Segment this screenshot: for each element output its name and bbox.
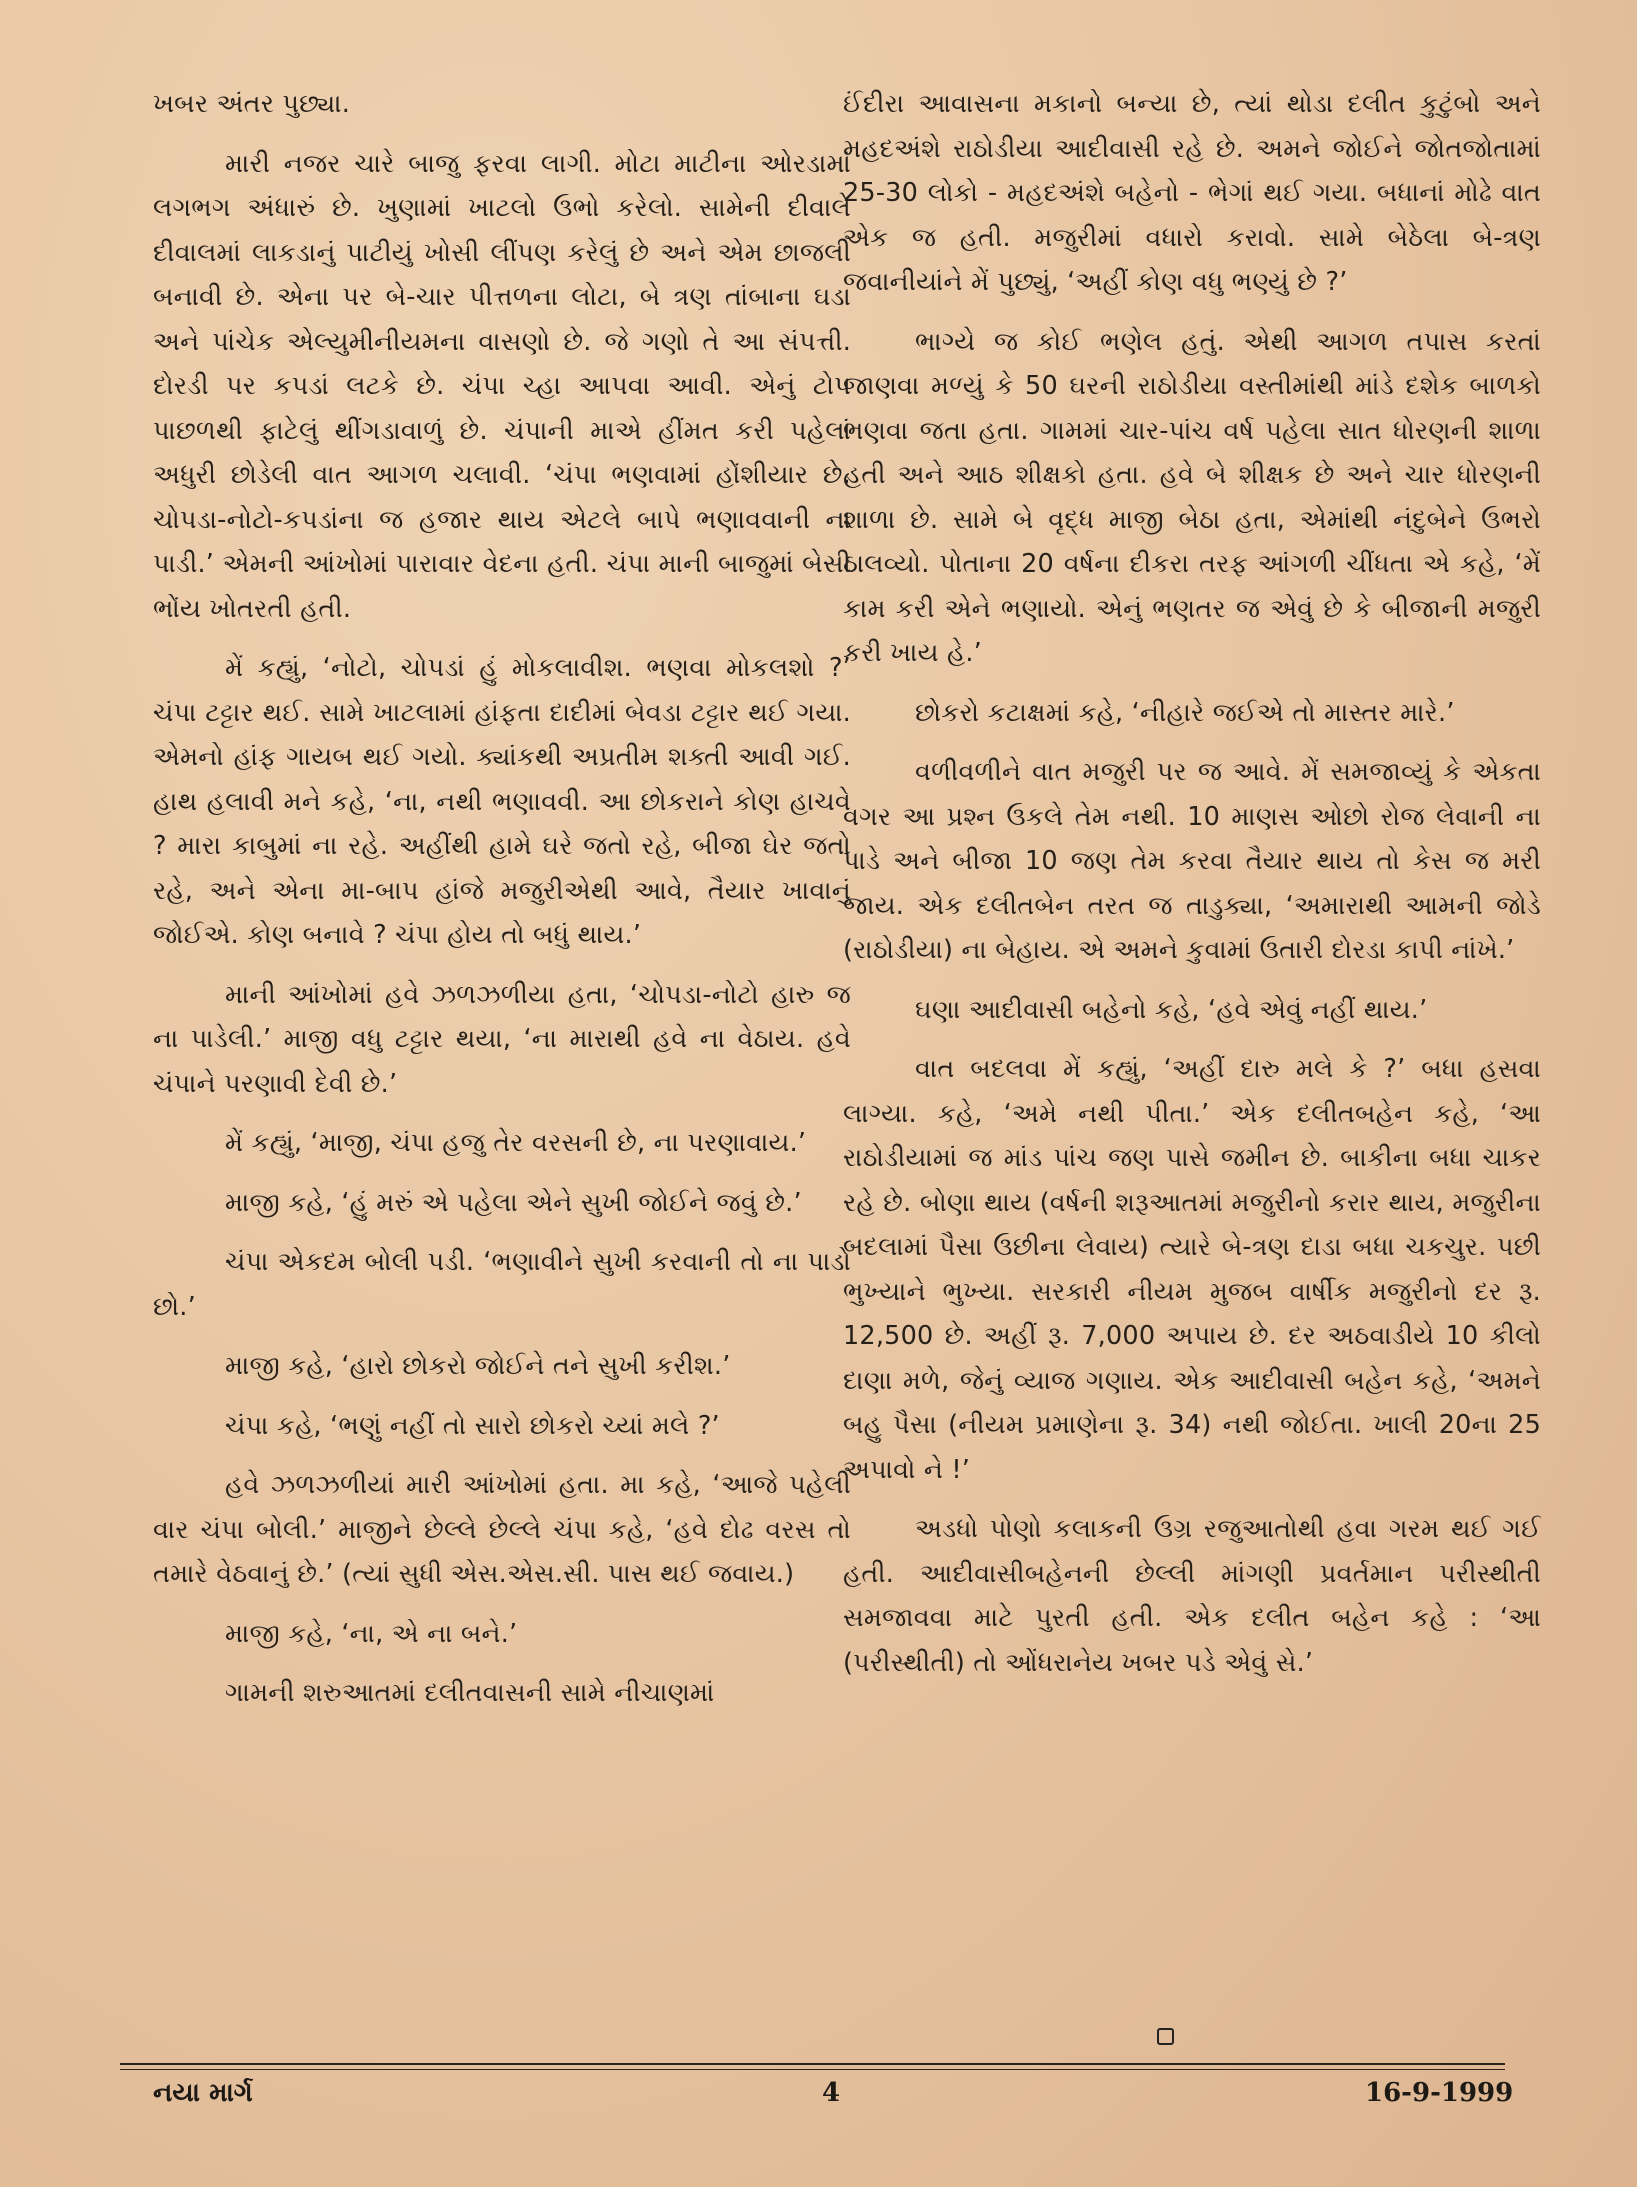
page-number: 4: [822, 2078, 841, 2108]
paragraph: ગામની શરુઆતમાં દલીતવાસની સામે નીચાણમાં: [225, 1678, 715, 1708]
paragraph: ભાગ્યે જ કોઈ ભણેલ હતું. એથી આગળ તપાસ કરતાં જાણવા મળ્યું કે 50 ઘરની રાઠોડીયા વસ્તીમાંથી માંડે દશેક બાળકો ભણવા જતા હતા. ગામમાં ચાર-પાંચ વર્ષ પહેલા સાત ધોરણની શાળા હતી અને આઠ શીક્ષકો હતા. હવે બે શીક્ષક છે અને ચાર ધોરણની શાળા છે. સામે બે વૃદ્ધ માજી બેઠા હતા, એમાંથી નંદુબેને ઉભરો ઠાલવ્યો. પોતાના 20 વર્ષના દીકરા તરફ આંગળી ચીંધતા એ કહે, ‘મેં કામ કરી એને ભણાયો. એનું ભણતર જ એવું છે કે બીજાની મજુરી કરી ખાય હે.’: [843, 326, 1541, 668]
issue-date: 16-9-1999: [1365, 2078, 1514, 2108]
paragraph: મેં કહ્યું, ‘માજી, ચંપા હજુ તેર વરસની છે, ના પરણાવાય.’: [225, 1128, 807, 1158]
paragraph: માજી કહે, ‘હું મરું એ પહેલા એને સુખી જોઈને જવું છે.’: [225, 1187, 802, 1218]
paragraph: ઈંદીરા આવાસના મકાનો બન્યા છે, ત્યાં થોડા દલીત કુટુંબો અને મહદઅંશે રાઠોડીયા આદીવાસી રહે છે. અમને જોઈને જોતજોતામાં 25-30 લોકો - મહદઅંશે બહેનો - ભેગાં થઈ ગયા. બધાનાં મોઢે વાત એક જ હતી. મજુરીમાં વધારો કરાવો. સામે બેઠેલા બે-ત્રણ જવાનીયાંને મેં પુછ્યું, ‘અહીં કોણ વધુ ભણ્યું છે ?’: [843, 89, 1541, 297]
paragraph: ચંપા કહે, ‘ભણું નહીં તો સારો છોકરો ચ્યાં મલે ?’: [225, 1410, 720, 1441]
left-column: [153, 82, 851, 1731]
paragraph: મેં કહ્યું, ‘નોટો, ચોપડાં હું મોકલાવીશ. ભણવા મોકલશો ?’ ચંપા ટટ્ટાર થઈ. સામે ખાટલામાં હાંફતા દાદીમાં બેવડા ટટ્ટાર થઈ ગયા. એમનો હાંફ ગાયબ થઈ ગયો. ક્યાંકથી અપ્રતીમ શક્તી આવી ગઈ. હાથ હલાવી મને કહે, ‘ના, નથી ભણાવવી. આ છોકરાને કોણ હાચવે ? મારા કાબુમાં ના રહે. અહીંથી હામે ઘરે જતો રહે, બીજા ઘેર જતો રહે, અને એના મા-બાપ હાંજે મજુરીએથી આવે, તૈયાર ખાવાનું જોઈએ. કોણ બનાવે ? ચંપા હોય તો બધું થાય.’: [153, 653, 851, 950]
paragraph: વળીવળીને વાત મજુરી પર જ આવે. મેં સમજાવ્યું કે એકતા વગર આ પ્રશ્ન ઉકલે તેમ નથી. 10 માણસ ઓછો રોજ લેવાની ના પાડે અને બીજા 10 જણ તેમ કરવા તૈયાર થાય તો કેસ જ મરી જાય. એક દલીતબેન તરત જ તાડુક્યા, ‘અમારાથી આમની જોડે (રાઠોડીયા) ના બેહાય. એ અમને કુવામાં ઉતારી દોરડા કાપી નાંખે.’: [843, 757, 1541, 965]
paragraph: ચંપા એકદમ બોલી પડી. ‘ભણાવીને સુખી કરવાની તો ના પાડો છો.’: [153, 1247, 851, 1322]
footer-rule-thin: [120, 2069, 1505, 2070]
footer-rule: [120, 2063, 1505, 2065]
right-column: [843, 82, 1541, 1700]
paragraph: મારી નજર ચારે બાજુ ફરવા લાગી. મોટા માટીના ઓરડામાં લગભગ અંધારું છે. ખુણામાં ખાટલો ઉભો કરેલો. સામેની દીવાલે દીવાલમાં લાકડાનું પાટીયું ખોસી લીંપણ કરેલું છે અને એમ છાજલી બનાવી છે. એના પર બે-ચાર પીત્તળના લોટા, બે ત્રણ તાંબાના ઘડા અને પાંચેક એલ્યુમીનીયમના વાસણો છે. જે ગણો તે આ સંપત્તી. દોરડી પર કપડાં લટકે છે. ચંપા ચ્હા આપવા આવી. એનું ટોપ પાછળથી ફાટેલું થીંગડાવાળું છે. ચંપાની માએ હીંમત કરી પહેલાં અધુરી છોડેલી વાત આગળ ચલાવી. ‘ચંપા ભણવામાં હોંશીયાર છે. ચોપડા-નોટો-કપડાંના જ હજાર થાય એટલે બાપે ભણાવવાની ના પાડી.’ એમની આંખોમાં પારાવાર વેદના હતી. ચંપા માની બાજુમાં બેસી ભોંય ખોતરતી હતી.: [153, 148, 851, 624]
publication-name: નયા માર્ગ: [153, 2078, 253, 2108]
paragraph: માજી કહે, ‘હારો છોકરો જોઈને તને સુખી કરીશ.’: [225, 1351, 731, 1381]
paragraph: ખબર અંતર પુછ્યા.: [153, 89, 351, 119]
paragraph: છોકરો કટાક્ષમાં કહે, ‘નીહારે જઈએ તો માસ્તર મારે.’: [915, 697, 1455, 728]
paragraph: વાત બદલવા મેં કહ્યું, ‘અહીં દારુ મલે કે ?’ બધા હસવા લાગ્યા. કહે, ‘અમે નથી પીતા.’ એક દલીતબહેન કહે, ‘આ રાઠોડીયામાં જ માંડ પાંચ જણ પાસે જમીન છે. બાકીના બધા ચાકર રહે છે. બોણા થાય (વર્ષની શરૂઆતમાં મજુરીનો કરાર થાય, મજુરીના બદલામાં પૈસા ઉછીના લેવાય) ત્યારે બે-ત્રણ દાડા બધા ચકચુર. પછી ભુખ્યાને ભુખ્યા. સરકારી નીયમ મુજબ વાર્ષીક મજુરીનો દર રૂ. 12,500 છે. અહીં રૂ. 7,000 અપાય છે. દર અઠવાડીયે 10 કીલો દાણા મળે, જેનું વ્યાજ ગણાય. એક આદીવાસી બહેન કહે, ‘અમને બહુ પૈસા (નીયમ પ્રમાણેના રૂ. 34) નથી જોઈતા. ખાલી 20ના 25 અપાવો ને !’: [843, 1054, 1541, 1485]
paragraph: અડધો પોણો કલાકની ઉગ્ર રજુઆતોથી હવા ગરમ થઈ ગઈ હતી. આદીવાસીબહેનની છેલ્લી માંગણી પ્રવર્તમાન પરીસ્થીતી સમજાવવા માટે પુરતી હતી. એક દલીત બહેન કહે : ‘આ (પરીસ્થીતી) તો ઓંધરાનેય ખબર પડે એવું સે.’: [843, 1514, 1541, 1678]
paragraph: ઘણા આદીવાસી બહેનો કહે, ‘હવે એવું નહીં થાય.’: [915, 994, 1428, 1025]
paragraph: હવે ઝળઝળીયાં મારી આંખોમાં હતા. મા કહે, ‘આજે પહેલી વાર ચંપા બોલી.’ માજીને છેલ્લે છેલ્લે ચંપા કહે, ‘હવે દોઢ વરસ તો તમારે વેઠવાનું છે.’ (ત્યાં સુધી એસ.એસ.સી. પાસ થઈ જવાય.): [153, 1470, 851, 1589]
paragraph: માજી કહે, ‘ના, એ ના બને.’: [225, 1618, 518, 1649]
end-of-article-icon: [1157, 2028, 1174, 2045]
paragraph: માની આંખોમાં હવે ઝળઝળીયા હતા, ‘ચોપડા-નોટો હારુ જ ના પાડેલી.’ માજી વધુ ટટ્ટાર થયા, ‘ના મારાથી હવે ના વેઠાય. હવે ચંપાને પરણાવી દેવી છે.’: [153, 979, 851, 1099]
